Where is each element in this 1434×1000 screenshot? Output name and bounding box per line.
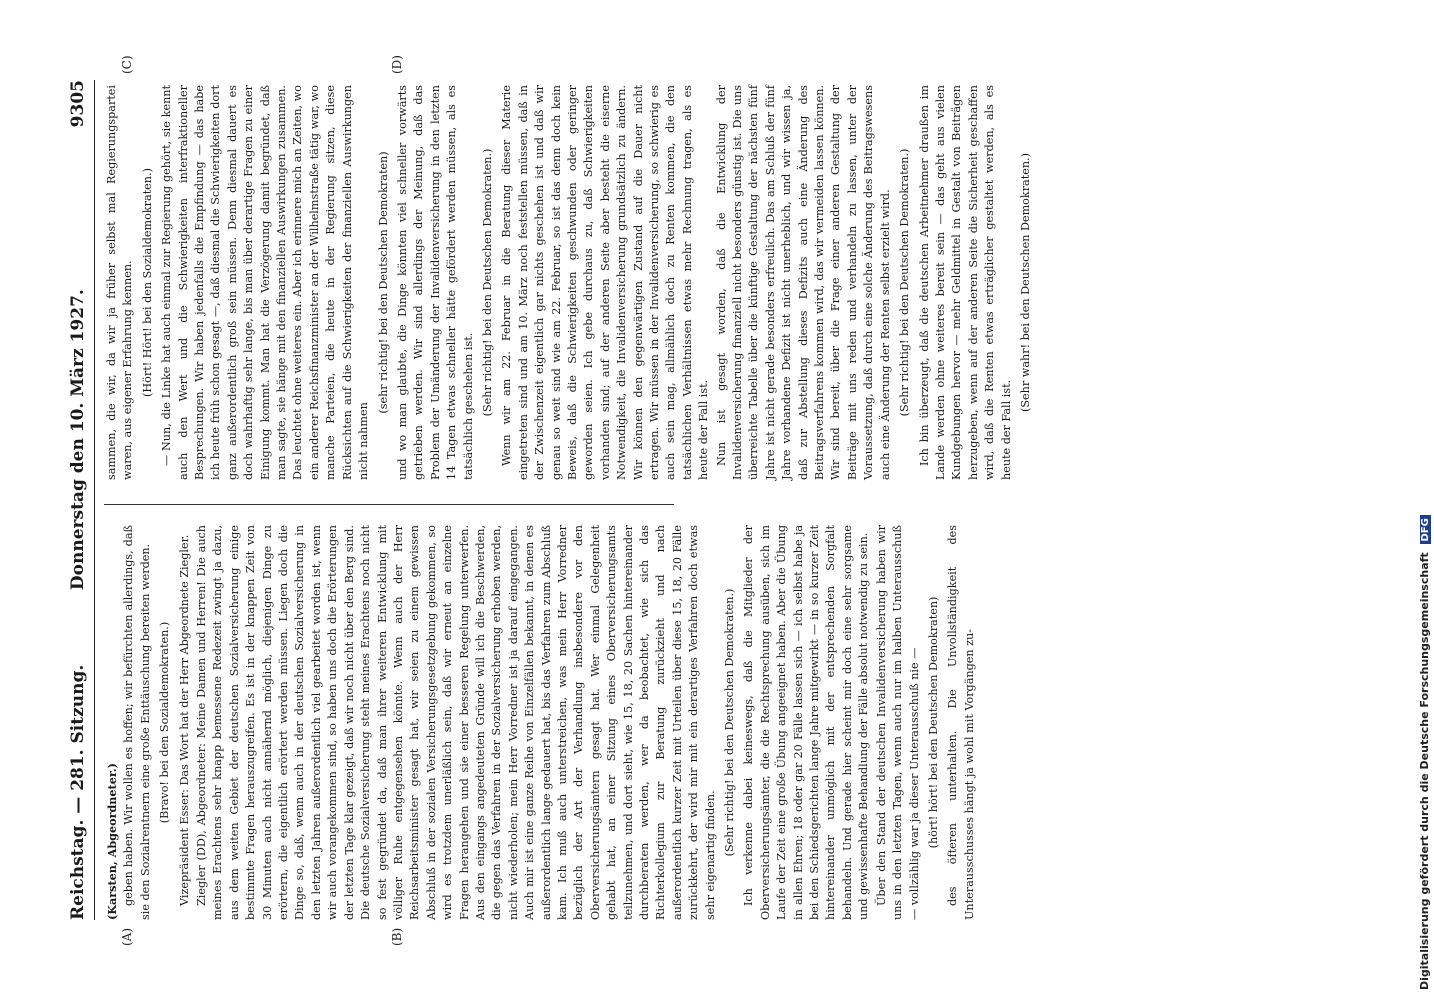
left-column <box>104 525 976 920</box>
interjection: (Hört! Hört! bei den Sozialdemokraten.) <box>140 168 154 397</box>
interjection: (Sehr richtig! bei den Deutschen Demokraten.) <box>898 148 912 417</box>
interjection: (Bravo! bei den Sozialdemokraten.) <box>158 621 172 824</box>
digitization-credit <box>1418 0 1432 990</box>
dfg-logo: DFG <box>1420 515 1431 544</box>
running-head-date: Donnerstag den 10. März 1927. <box>68 289 88 591</box>
paragraph: Ziegler (DD), Abgeordneter: Meine Damen und Herren! Die auch meines Erachtens sehr knapp bemessene Redezeit zwingt ja dazu, aus dem weiten Gebiet der deutschen Sozialversicherung einige bestimmte Fragen herauszugreifen. Es ist in der knappen Zeit von 30 Minuten auch nicht annähernd möglich, diejenigen Dinge zu erörtern, die eigentlich erörtert werden müssen. Liegen doch die Dinge so, daß, wenn auch in der deutschen Sozialversicherung in den letzten Jahren außerordentlich viel gearbeitet worden ist, wenn wir auch vorangekommen sind, so haben uns doch die Erörterungen der letzten Tage klar gezeigt, daß wir noch nicht über den Berg sind. Die deutsche Sozialversicherung steht meines Erachtens noch nicht so fest gegründet da, daß man ihrer weiteren Entwicklung mit völliger Ruhe entgegensehen könnte. Wenn auch der Herr Reichsarbeitsminister gesagt hat, wir seien zu einem gewissen Abschluß in der sozialen Versicherungsgesetzgebung gekommen, so wird es trotzdem unerläßlich sein, daß wir erneut an einzelne Fragen herangehen und sie einer besseren Regelung unterwerfen. Aus den eingangs angedeuteten Gründe will ich die Beschwerden, die gegen das Verfahren in der Sozialversicherung erhoben werden, nicht wiederholen; mein Herr Vorredner ist ja darauf eingegangen. Auch mir ist eine ganze Reihe von Einzelfällen bekannt, in denen es außerordentlich lange gedauert hat, bis das Verfahren zum Abschluß kam. Ich muß auch unterstreichen, was mein Herr Vorredner bezüglich der Art der Verhandlung insbesondere vor den Oberversicherungsämtern gesagt hat. Wer einmal Gelegenheit gehabt hat, an einer Sitzung eines Oberversicherungsamts teilzunehmen, und dort sieht, wie 15, 18, 20 Sachen hintereinander durchberaten werden, wer da beobachtet, wie sich das Richterkollegium zur Beratung zurückzieht und nach außerordentlich kurzer Zeit mit Urteilen über diese 15, 18, 20 Fälle zurückkehrt, der wird mir mit ein derartiges Verfahren doch etwas sehr eigenartig finden. <box>195 525 717 920</box>
interjection: (Sehr richtig! bei den Deutschen Demokraten.) <box>480 148 494 417</box>
paragraph: Ich bin überzeugt, daß die deutschen Arbeitnehmer draußen im Lande werden ohne weiteres bereit sein — das geht aus vielen Kundgebungen hervor — mehr Geldmittel in Gestalt von Beiträgen herzugeben, wenn auf der anderen Seite die Sicherheit geschaffen wird, daß die Renten etwas erträglicher gestaltet werden, als es heute der Fall ist. <box>917 85 1013 480</box>
speaker-line: (Karsten, Abgeordneter.) <box>105 763 119 920</box>
paragraph: Nun ist gesagt worden, daß die Entwicklung der Invalidenversicherung finanziell nicht besonders günstig ist. Die uns überreichte Tabelle über die künftige Gestaltung der nächsten fünf Jahre ist nicht gerade besonders erfreulich. Das am Schluß der fünf Jahre vorhandene Defizit ist nicht unerheblich, und wir wissen ja, daß zur Abstellung dieses Defizits auch eine Änderung des Beitragsverfahrens kommen wird, das wir vermeiden lassen können. Wir sind bereit, über die Frage einer anderen Gestaltung der Beiträge mit uns reden und verhandeln zu lassen, unter der Voraussetzung, daß durch eine solche Änderung des Beitragswesens auch eine Änderung der Renten selbst erzielt wird. <box>714 85 892 480</box>
right-column <box>104 85 1032 480</box>
paragraph: Vizepräsident Esser: Das Wort hat der Herr Abgeordnete Ziegler. <box>177 534 191 906</box>
credit-text: Digitalisierung gefördert durch die Deutsche Forschungsgemeinschaft <box>1418 552 1431 990</box>
paragraph: Ich verkenne dabei keineswegs, daß die Mitglieder der Oberversicherungsämter, die die Rechtsprechung ausüben, sich im Laufe der Zeit eine große Übung angeeignet haben. Aber die Übung in allen Ehren; 18 oder gar 20 Fälle lassen sich — ich selbst habe ja bei den Schiedsgerichten lange Jahre mitgewirkt — in so kurzer Zeit hintereinander unmöglich mit der entsprechenden Sorgfalt behandeln. Und gerade hier scheint mir doch eine sehr sorgsame und gewissenhafte Behandlung der Fälle absolut notwendig zu sein. <box>742 525 871 920</box>
running-head-left: Reichstag. — 281. Sitzung. <box>68 664 88 920</box>
margin-marker-c: (C) <box>120 55 134 74</box>
margin-marker-b: (B) <box>390 927 404 946</box>
running-head <box>68 80 95 920</box>
column-divider <box>104 504 674 505</box>
paragraph: — Nun, die Linke hat auch einmal zur Regierung gehört, sie kennt auch den Wert und die Schwierigkeiten interfraktioneller Besprechungen. Wir haben jedenfalls die Empfindung — das habe ich heute früh schon gesagt —, daß diesmal die Schwierigkeiten dort ganz außerordentlich groß sein müssen. Denn diesmal dauert es doch wahrhaftig sehr lange, bis man über derartige Fragen zu einer Einigung kommt. Man hat die Verzögerung damit begründet, daß man sagte, sie hänge mit den finanziellen Auswirkungen zusammen. Das leuchtet ohne weiteres ein. Aber ich erinnere mich an Zeiten, wo ein anderer Reichsfinanzminister an der Wilhelmstraße tätig war, wo manche Parteien, die heute in der Regierung sitzen, diese Rücksichten auf die Schwierigkeiten der finanziellen Auswirkungen nicht nahmen <box>160 85 371 480</box>
paragraph: und wo man glaubte, die Dinge könnten viel schneller vorwärts getrieben werden. Wir sind allerdings der Meinung, daß das Problem der Umänderung der Invalidenversicherung in den letzten 14 Tagen etwas schneller hätte gefördert werden müssen, als es tatsächlich geschehen ist. <box>395 85 475 480</box>
margin-marker-a: (A) <box>120 927 134 946</box>
paragraph: des öfteren unterhalten. Die Unvollständigkeit des Unterausschusses hängt ja wohl mit Vorgängen zu- <box>946 525 976 920</box>
paragraph: Über den Stand der deutschen Invalidenversicherung haben wir uns in den letzten Tagen, wenn auch nur im halben Unterausschuß — vollzählig war ja dieser Unterausschuß nie — <box>874 525 921 920</box>
interjection: (sehr richtig! bei den Deutschen Demokraten) <box>376 151 390 414</box>
interjection: (Sehr wahr! bei den Deutschen Demokraten.) <box>1018 153 1032 412</box>
paragraph: sammen, die wir, da wir ja früher selbst mal Regierungspartei waren, aus eigener Erfahrung kennen. <box>105 85 135 480</box>
paragraph: Wenn wir am 22. Februar in die Beratung dieser Materie eingetreten sind und am 10. März noch feststellen müssen, daß in der Zwischenzeit eigentlich gar nichts geschehen ist und daß wir genau so weit sind wie am 22. Februar, so ist das denn doch kein Beweis, daß die Schwierigkeiten geschwunden oder geringer geworden seien. Ich gebe durchaus zu, daß Schwierigkeiten vorhanden sind; auf der anderen Seite aber besteht die eiserne Notwendigkeit, die Invalidenversicherung grundsätzlich zu ändern. Wir können den gegenwärtigen Zustand auf die Dauer nicht ertragen. Wir müssen in der Invalidenversicherung, so schwierig es auch sein mag, allmählich doch zu Renten kommen, die den tatsächlichen Verhältnissen etwas mehr Rechnung tragen, als es heute der Fall ist. <box>500 85 711 480</box>
running-head-right <box>68 80 88 590</box>
paragraph: geben haben. Wir wollen es hoffen; wir befürchten allerdings, daß sie den Sozialrentnern eine große Enttäuschung bereiten werden. <box>122 525 152 920</box>
interjection: (Sehr richtig! bei den Deutschen Demokraten.) <box>723 588 737 857</box>
rotated-sheet <box>60 55 1350 946</box>
interjection: (hört! hört! bei den Deutschen Demokraten) <box>926 596 940 849</box>
margin-marker-d: (D) <box>390 55 404 74</box>
page-number: 9305 <box>68 80 88 128</box>
